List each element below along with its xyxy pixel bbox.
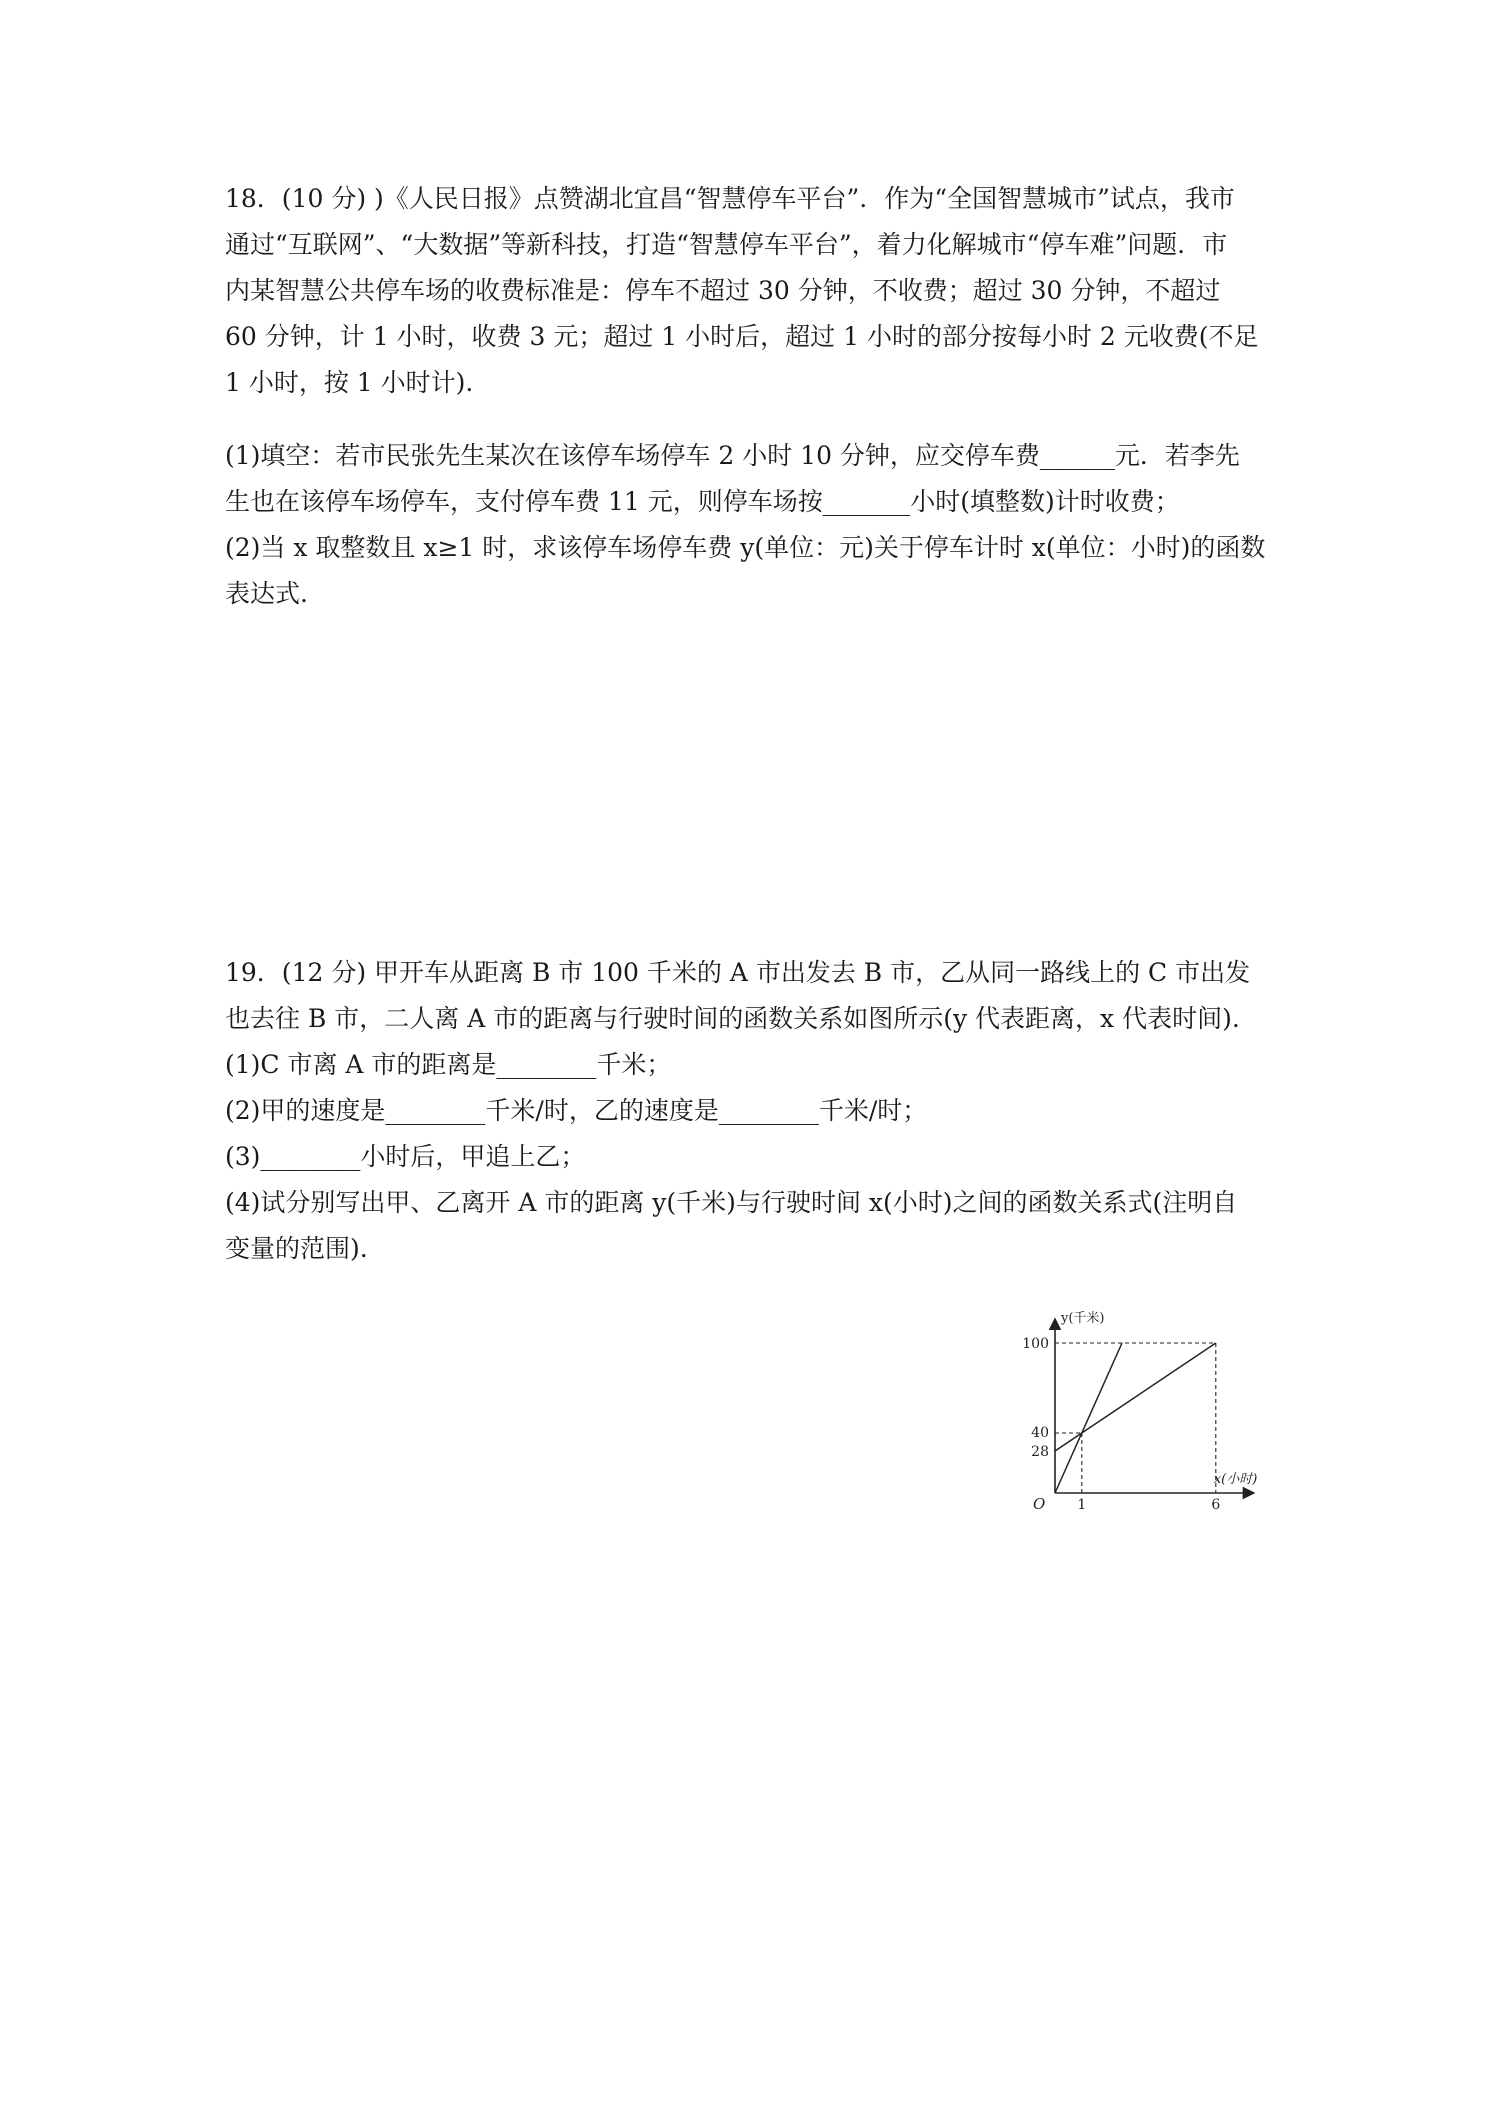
y-tick-label: 28 [1031,1444,1049,1460]
guide-lines [1055,1343,1216,1493]
q18-sub1-line: 生也在该停车场停车，支付停车费 11 元，则停车场按_______小时(填整数)计时收费； [225,487,1180,516]
question-18-part-1 [225,433,1275,525]
question-19-part-3: (3)________小时后，甲追上乙； [225,1142,586,1171]
q18-line: 通过“互联网”、“大数据”等新科技，打造“智慧停车平台”，着力化解城市“停车难”问题．市 [225,230,1228,259]
q19-line: 也去往 B 市，二人离 A 市的距离与行驶时间的函数关系如图所示(y 代表距离，x 代表时间). [225,1004,1240,1033]
series-lines [1055,1343,1216,1493]
q18-sub2-line: 表达式. [225,579,308,608]
question-19 [225,950,1275,1042]
x-tick-label: 6 [1211,1497,1221,1513]
origin-label: O [1033,1495,1046,1513]
x-tick-label: 1 [1077,1497,1087,1513]
y-tick-label: 40 [1031,1425,1049,1441]
question-18 [225,176,1275,406]
q19-line: 19．(12 分) 甲开车从距离 B 市 100 千米的 A 市出发去 B 市，乙从同一路线上的 C 市出发 [225,958,1251,987]
question-18-part-2 [225,525,1275,617]
series-line-1 [1055,1343,1122,1493]
y-tick-label: 100 [1022,1336,1049,1352]
question-19-part-1: (1)C 市离 A 市的距离是________千米； [225,1050,672,1079]
q18-line: 1 小时，按 1 小时计). [225,368,474,397]
q18-sub1-line: (1)填空：若市民张先生某次在该停车场停车 2 小时 10 分钟，应交停车费______元．若李先 [225,441,1240,470]
x-axis-label: x(小时) [1213,1472,1258,1487]
distance-time-graph [1015,1308,1275,1523]
question-19-part-4 [225,1180,1275,1272]
q18-line: 18．(10 分) )《人民日报》点赞湖北宜昌“智慧停车平台”．作为“全国智慧城市”试点，我市 [225,184,1235,213]
series-line-2 [1055,1343,1216,1451]
q18-sub2-line: (2)当 x 取整数且 x≥1 时，求该停车场停车费 y(单位：元)关于停车计时 x(单位：小时)的函数 [225,533,1266,562]
q19-sub4-line: 变量的范围). [225,1234,368,1263]
q18-line: 内某智慧公共停车场的收费标准是：停车不超过 30 分钟，不收费；超过 30 分钟，不超过 [225,276,1221,305]
question-19-part-2: (2)甲的速度是________千米/时，乙的速度是________千米/时； [225,1096,928,1125]
q18-line: 60 分钟，计 1 小时，收费 3 元；超过 1 小时后，超过 1 小时的部分按每小时 2 元收费(不足 [225,322,1259,351]
q19-sub4-line: (4)试分别写出甲、乙离开 A 市的距离 y(千米)与行驶时间 x(小时)之间的函数关系式(注明自 [225,1188,1238,1217]
y-axis-label: y(千米) [1061,1311,1105,1326]
